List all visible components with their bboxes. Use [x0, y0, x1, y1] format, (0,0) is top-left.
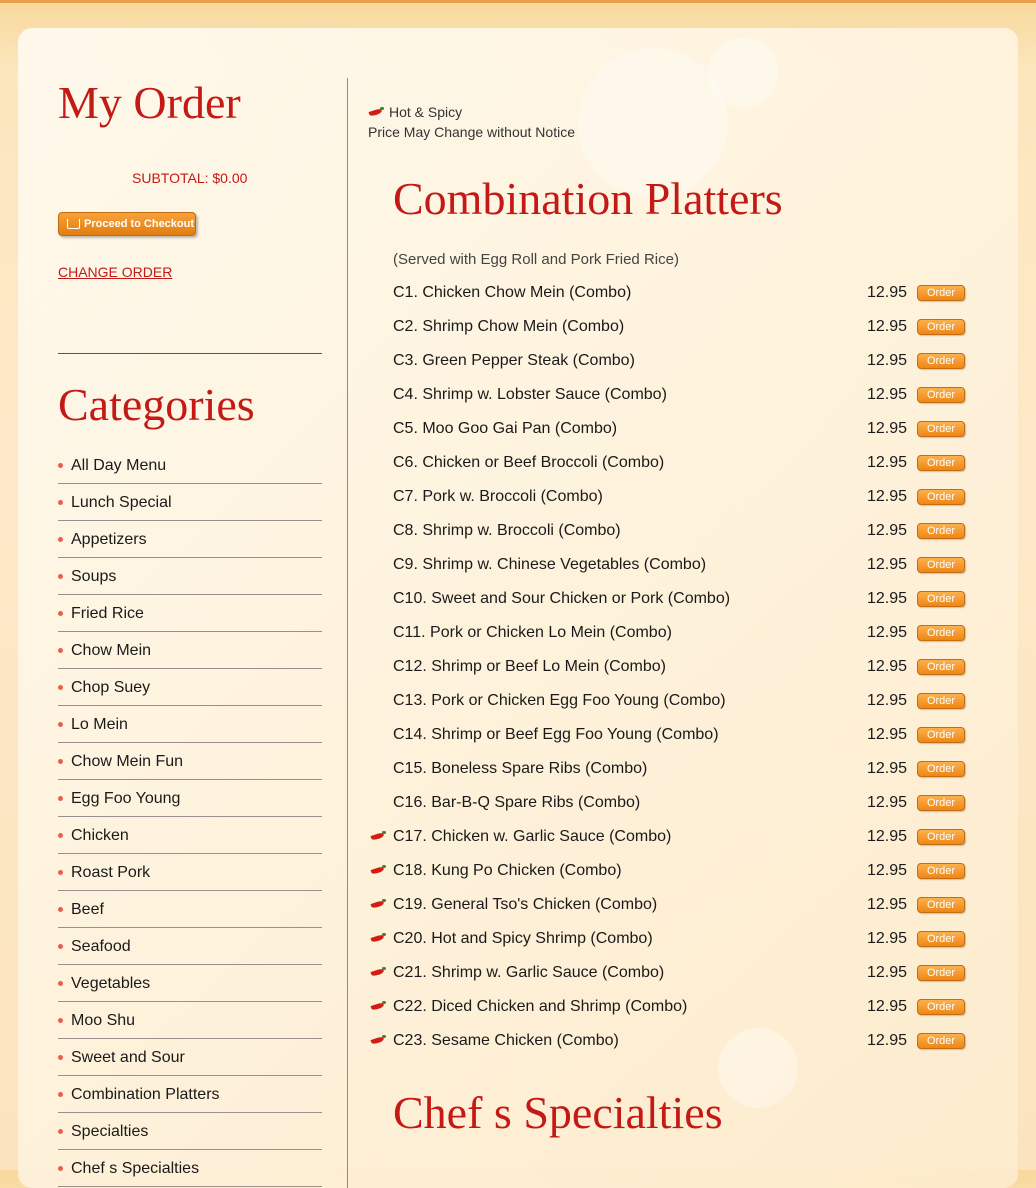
- menu-item-price: 12.95: [867, 624, 908, 641]
- category-label: Lunch Special: [71, 493, 172, 511]
- menu-item-price: 12.95: [867, 386, 908, 403]
- menu-item-row: [368, 310, 988, 344]
- order-button[interactable]: Order: [917, 387, 965, 403]
- category-label: Sweet and Sour: [71, 1048, 185, 1066]
- menu-item-name: C9. Shrimp w. Chinese Vegetables (Combo): [393, 556, 707, 573]
- price-notice: Price May Change without Notice: [368, 124, 575, 140]
- order-button[interactable]: Order: [917, 557, 965, 573]
- menu-item-price: 12.95: [867, 590, 908, 607]
- menu-item-row: [368, 616, 988, 650]
- menu-item-name: C15. Boneless Spare Ribs (Combo): [393, 760, 648, 777]
- menu-item-name: C2. Shrimp Chow Mein (Combo): [393, 318, 625, 335]
- menu-item-name: C6. Chicken or Beef Broccoli (Combo): [393, 454, 665, 471]
- order-button[interactable]: Order: [917, 863, 965, 879]
- bullet-icon: [58, 1092, 63, 1097]
- bullet-icon: [58, 1055, 63, 1060]
- menu-item-name: C22. Diced Chicken and Shrimp (Combo): [393, 998, 688, 1015]
- order-button[interactable]: Order: [917, 795, 965, 811]
- category-label: Beef: [71, 900, 104, 918]
- menu-item-name: C21. Shrimp w. Garlic Sauce (Combo): [393, 964, 665, 981]
- category-label: Chop Suey: [71, 678, 151, 696]
- menu-item-price: 12.95: [867, 794, 908, 811]
- cart-icon: [67, 219, 80, 229]
- category-label: Chef s Specialties: [71, 1159, 200, 1177]
- order-button[interactable]: Order: [917, 727, 965, 743]
- menu-item-price: 12.95: [867, 318, 908, 335]
- menu-item-name: C17. Chicken w. Garlic Sauce (Combo): [393, 828, 672, 845]
- menu-item-row: [368, 956, 988, 990]
- bullet-icon: [58, 648, 63, 653]
- order-button[interactable]: Order: [917, 489, 965, 505]
- my-order-title: My Order: [58, 77, 241, 128]
- order-button[interactable]: Order: [917, 421, 965, 437]
- menu-item-name: C20. Hot and Spicy Shrimp (Combo): [393, 930, 653, 947]
- menu-item-price: 12.95: [867, 352, 908, 369]
- menu-item-row: [368, 276, 988, 310]
- category-item[interactable]: [58, 633, 322, 669]
- menu-item-row: [368, 684, 988, 718]
- menu-item-row: [368, 888, 988, 922]
- menu-item-price: 12.95: [867, 964, 908, 981]
- menu-item-price: 12.95: [867, 726, 908, 743]
- category-item[interactable]: [58, 670, 322, 706]
- category-label: Specialties: [71, 1122, 149, 1140]
- menu-item-name: C13. Pork or Chicken Egg Foo Young (Combo): [393, 692, 726, 709]
- menu-item-row: [368, 854, 988, 888]
- menu-item-price: 12.95: [867, 760, 908, 777]
- column-divider: [347, 78, 348, 1188]
- menu-item-price: 12.95: [867, 930, 908, 947]
- top-accent-line: [0, 0, 1036, 3]
- menu-item-price: 12.95: [867, 284, 908, 301]
- menu-item-name: C16. Bar-B-Q Spare Ribs (Combo): [393, 794, 641, 811]
- menu-item-name: C10. Sweet and Sour Chicken or Pork (Combo): [393, 590, 731, 607]
- category-label: Chow Mein Fun: [71, 752, 184, 770]
- category-item[interactable]: [58, 966, 322, 1002]
- category-label: Moo Shu: [71, 1011, 136, 1029]
- menu-items: [368, 276, 988, 1058]
- menu-item-price: 12.95: [867, 998, 908, 1015]
- bullet-icon: [58, 870, 63, 875]
- menu-item-price: 12.95: [867, 420, 908, 437]
- category-item[interactable]: [58, 485, 322, 521]
- chili-pepper-icon: [368, 106, 385, 118]
- bullet-icon: [58, 722, 63, 727]
- category-label: Chow Mein: [71, 641, 152, 659]
- menu-item-price: 12.95: [867, 488, 908, 505]
- menu-item-name: C23. Sesame Chicken (Combo): [393, 1032, 619, 1049]
- order-button[interactable]: Order: [917, 591, 965, 607]
- bullet-icon: [58, 1166, 63, 1171]
- subtotal-text: SUBTOTAL: $0.00: [132, 170, 248, 186]
- category-label: Chicken: [71, 826, 129, 844]
- bullet-icon: [58, 574, 63, 579]
- category-label: Roast Pork: [71, 863, 151, 881]
- chili-pepper-icon: [370, 1034, 387, 1046]
- bullet-icon: [58, 981, 63, 986]
- bullet-icon: [58, 500, 63, 505]
- category-item[interactable]: [58, 559, 322, 595]
- bullet-icon: [58, 907, 63, 912]
- chili-pepper-icon: [370, 830, 387, 842]
- menu-item-name: C4. Shrimp w. Lobster Sauce (Combo): [393, 386, 667, 403]
- menu-item-price: 12.95: [867, 828, 908, 845]
- menu-item-row: [368, 1024, 988, 1058]
- order-button[interactable]: Order: [917, 693, 965, 709]
- category-label: Seafood: [71, 937, 131, 955]
- category-item[interactable]: [58, 1114, 322, 1150]
- order-button[interactable]: Order: [917, 455, 965, 471]
- menu-item-row: [368, 820, 988, 854]
- decor-shape: [708, 38, 778, 108]
- menu-item-row: [368, 480, 988, 514]
- order-button[interactable]: Order: [917, 659, 965, 675]
- order-button[interactable]: Order: [917, 353, 965, 369]
- bullet-icon: [58, 796, 63, 801]
- order-button[interactable]: Order: [917, 965, 965, 981]
- order-button[interactable]: Order: [917, 625, 965, 641]
- menu-item-row: [368, 990, 988, 1024]
- bullet-icon: [58, 944, 63, 949]
- menu-item-row: [368, 344, 988, 378]
- menu-item-name: C11. Pork or Chicken Lo Mein (Combo): [393, 624, 672, 641]
- category-label: All Day Menu: [71, 456, 167, 474]
- menu-item-row: [368, 412, 988, 446]
- menu-item-price: 12.95: [867, 692, 908, 709]
- checkout-label: Proceed to Checkout: [84, 218, 195, 230]
- legend: [368, 102, 575, 140]
- category-item[interactable]: [58, 596, 322, 632]
- category-label: Lo Mein: [71, 715, 128, 733]
- proceed-to-checkout-button[interactable]: [58, 212, 196, 236]
- category-item[interactable]: [58, 1151, 322, 1187]
- categories-list: [58, 448, 322, 1188]
- change-order-link[interactable]: CHANGE ORDER: [58, 264, 173, 280]
- menu-item-name: C8. Shrimp w. Broccoli (Combo): [393, 522, 621, 539]
- order-button[interactable]: Order: [917, 829, 965, 845]
- menu-item-name: C1. Chicken Chow Mein (Combo): [393, 284, 632, 301]
- served-note: (Served with Egg Roll and Pork Fried Rice): [393, 251, 679, 268]
- category-item[interactable]: [58, 744, 322, 780]
- next-section-title: Chef s Specialties: [393, 1087, 723, 1138]
- order-button[interactable]: Order: [917, 523, 965, 539]
- category-item[interactable]: [58, 448, 322, 484]
- menu-item-row: [368, 548, 988, 582]
- order-button[interactable]: Order: [917, 285, 965, 301]
- menu-item-row: [368, 752, 988, 786]
- category-item[interactable]: [58, 929, 322, 965]
- section-title: Combination Platters: [393, 173, 783, 224]
- chili-pepper-icon: [370, 898, 387, 910]
- menu-item-price: 12.95: [867, 454, 908, 471]
- menu-item-name: C18. Kung Po Chicken (Combo): [393, 862, 622, 879]
- menu-item-price: 12.95: [867, 522, 908, 539]
- order-button[interactable]: Order: [917, 1033, 965, 1049]
- order-button[interactable]: Order: [917, 931, 965, 947]
- bullet-icon: [58, 537, 63, 542]
- category-item[interactable]: [58, 855, 322, 891]
- bullet-icon: [58, 1129, 63, 1134]
- category-item[interactable]: [58, 1040, 322, 1076]
- category-item[interactable]: [58, 707, 322, 743]
- category-item[interactable]: [58, 892, 322, 928]
- bullet-icon: [58, 611, 63, 616]
- chili-pepper-icon: [370, 1000, 387, 1012]
- menu-item-row: [368, 582, 988, 616]
- menu-item-name: C3. Green Pepper Steak (Combo): [393, 352, 635, 369]
- menu-item-row: [368, 786, 988, 820]
- sidebar-divider: [58, 353, 322, 354]
- chili-pepper-icon: [370, 966, 387, 978]
- category-item[interactable]: [58, 1077, 322, 1113]
- menu-item-name: C7. Pork w. Broccoli (Combo): [393, 488, 603, 505]
- menu-item-name: C12. Shrimp or Beef Lo Mein (Combo): [393, 658, 666, 675]
- category-label: Soups: [71, 567, 117, 585]
- menu-item-row: [368, 446, 988, 480]
- menu-item-name: C5. Moo Goo Gai Pan (Combo): [393, 420, 618, 437]
- category-item[interactable]: [58, 781, 322, 817]
- order-button[interactable]: Order: [917, 319, 965, 335]
- menu-item-row: [368, 650, 988, 684]
- order-button[interactable]: Order: [917, 897, 965, 913]
- category-label: Appetizers: [71, 530, 147, 548]
- bullet-icon: [58, 463, 63, 468]
- menu-item-row: [368, 718, 988, 752]
- category-label: Combination Platters: [71, 1085, 220, 1103]
- menu-item-price: 12.95: [867, 896, 908, 913]
- menu-item-name: C19. General Tso's Chicken (Combo): [393, 896, 658, 913]
- order-button[interactable]: Order: [917, 999, 965, 1015]
- bullet-icon: [58, 759, 63, 764]
- category-label: Vegetables: [71, 974, 151, 992]
- menu-item-price: 12.95: [867, 556, 908, 573]
- bullet-icon: [58, 833, 63, 838]
- category-label: Fried Rice: [71, 604, 144, 622]
- menu-item-row: [368, 378, 988, 412]
- categories-title: Categories: [58, 379, 255, 430]
- category-item[interactable]: [58, 818, 322, 854]
- menu-item-row: [368, 514, 988, 548]
- legend-spicy-label: Hot & Spicy: [389, 104, 463, 120]
- menu-item-name: C14. Shrimp or Beef Egg Foo Young (Combo): [393, 726, 719, 743]
- content-panel: [18, 28, 1018, 1188]
- menu-item-row: [368, 922, 988, 956]
- order-button[interactable]: Order: [917, 761, 965, 777]
- category-item[interactable]: [58, 1003, 322, 1039]
- chili-pepper-icon: [370, 932, 387, 944]
- bullet-icon: [58, 1018, 63, 1023]
- bullet-icon: [58, 685, 63, 690]
- menu-item-price: 12.95: [867, 658, 908, 675]
- chili-pepper-icon: [370, 864, 387, 876]
- menu-item-price: 12.95: [867, 1032, 908, 1049]
- menu-item-price: 12.95: [867, 862, 908, 879]
- category-item[interactable]: [58, 522, 322, 558]
- category-label: Egg Foo Young: [71, 789, 181, 807]
